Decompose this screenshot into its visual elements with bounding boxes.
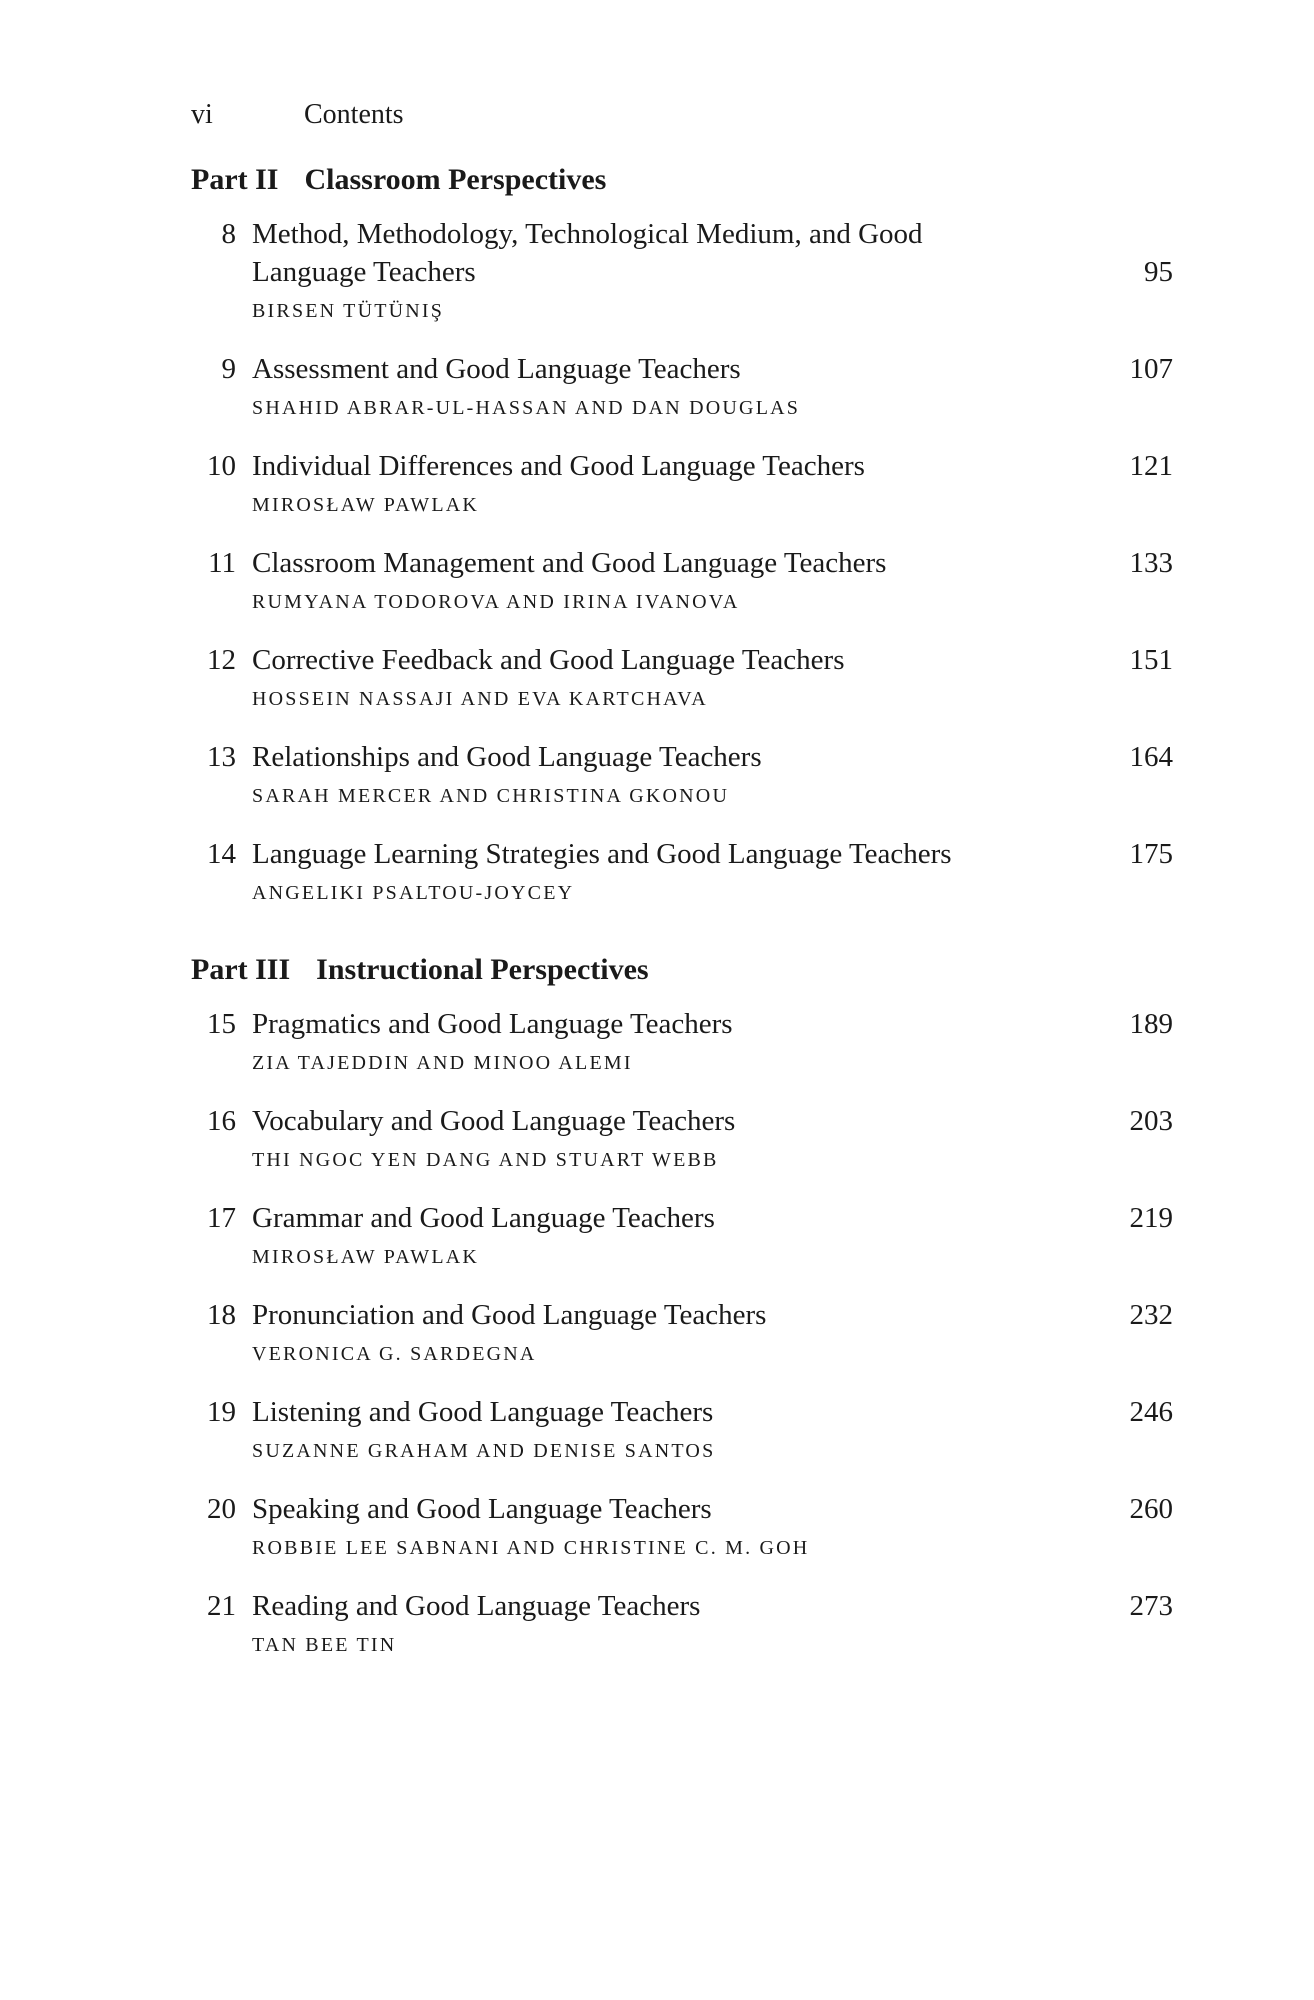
- chapter-authors: THI NGOC YEN DANG AND STUART WEBB: [252, 1149, 719, 1171]
- part-label: Part III: [191, 953, 291, 986]
- chapter-number: 20: [207, 1493, 236, 1525]
- chapter-page-number: 232: [1129, 1299, 1173, 1331]
- chapter-page-number: 95: [1144, 256, 1173, 288]
- chapter-number: 8: [221, 218, 236, 250]
- toc-entry-chapter-16[interactable]: [191, 1102, 1173, 1172]
- running-head-title: Contents: [304, 99, 404, 130]
- chapter-number: 13: [207, 741, 236, 773]
- chapter-number: 10: [207, 450, 236, 482]
- chapter-page-number: 203: [1129, 1105, 1173, 1137]
- part-label: Part II: [191, 163, 279, 196]
- chapter-authors: VERONICA G. SARDEGNA: [252, 1343, 537, 1365]
- chapter-title: Pronunciation and Good Language Teachers: [252, 1299, 767, 1331]
- chapter-authors: ZIA TAJEDDIN AND MINOO ALEMI: [252, 1052, 633, 1074]
- part-title: Classroom Perspectives: [304, 163, 607, 196]
- chapter-title-line-1: Method, Methodology, Technological Medium, and Good: [252, 218, 923, 250]
- chapter-authors: HOSSEIN NASSAJI AND EVA KARTCHAVA: [252, 688, 708, 710]
- chapter-title: Reading and Good Language Teachers: [252, 1590, 701, 1622]
- chapter-title: Corrective Feedback and Good Language Teachers: [252, 644, 845, 676]
- chapter-number: 21: [207, 1590, 236, 1622]
- chapter-title: Grammar and Good Language Teachers: [252, 1202, 715, 1234]
- chapter-authors: SHAHID ABRAR-UL-HASSAN AND DAN DOUGLAS: [252, 397, 801, 419]
- chapter-number: 15: [207, 1008, 236, 1040]
- chapter-authors: MIROSŁAW PAWLAK: [252, 494, 480, 516]
- toc-entry-chapter-17[interactable]: [191, 1199, 1173, 1269]
- chapter-number: 17: [207, 1202, 236, 1234]
- chapter-title: Classroom Management and Good Language Teachers: [252, 547, 887, 579]
- chapter-title: Listening and Good Language Teachers: [252, 1396, 714, 1428]
- chapter-number: 18: [207, 1299, 236, 1331]
- chapter-page-number: 164: [1129, 741, 1173, 773]
- chapter-number: 16: [207, 1105, 236, 1137]
- chapter-authors: TAN BEE TIN: [252, 1634, 397, 1656]
- toc-entry-chapter-11[interactable]: [191, 544, 1173, 614]
- page-folio: vi: [191, 99, 213, 130]
- chapter-number: 9: [221, 353, 236, 385]
- toc-entry-chapter-8[interactable]: [191, 215, 1173, 323]
- toc-part-3: [191, 950, 1173, 1684]
- chapter-number: 14: [207, 838, 236, 870]
- chapter-authors: RUMYANA TODOROVA AND IRINA IVANOVA: [252, 591, 740, 613]
- chapter-page-number: 273: [1129, 1590, 1173, 1622]
- toc-entry-chapter-19[interactable]: [191, 1393, 1173, 1463]
- toc-entry-chapter-14[interactable]: [191, 835, 1173, 905]
- chapter-page-number: 189: [1129, 1008, 1173, 1040]
- chapter-authors: ROBBIE LEE SABNANI AND CHRISTINE C. M. GOH: [252, 1537, 810, 1559]
- chapter-authors: BIRSEN TÜTÜNIŞ: [252, 300, 445, 322]
- chapter-title: Relationships and Good Language Teachers: [252, 741, 762, 773]
- chapter-title: Pragmatics and Good Language Teachers: [252, 1008, 733, 1040]
- chapter-title: Vocabulary and Good Language Teachers: [252, 1105, 736, 1137]
- chapter-page-number: 219: [1129, 1202, 1173, 1234]
- chapter-title: Assessment and Good Language Teachers: [252, 353, 741, 385]
- chapter-authors: SARAH MERCER AND CHRISTINA GKONOU: [252, 785, 730, 807]
- toc-entry-chapter-20[interactable]: [191, 1490, 1173, 1560]
- chapter-page-number: 246: [1129, 1396, 1173, 1428]
- part-heading: [191, 160, 1173, 200]
- toc-entry-chapter-9[interactable]: [191, 350, 1173, 420]
- toc-entry-chapter-10[interactable]: [191, 447, 1173, 517]
- toc-entry-chapter-12[interactable]: [191, 641, 1173, 711]
- part-heading: [191, 950, 1173, 990]
- chapter-authors: ANGELIKI PSALTOU-JOYCEY: [252, 882, 575, 904]
- toc-entry-chapter-15[interactable]: [191, 1005, 1173, 1075]
- chapter-number: 12: [207, 644, 236, 676]
- chapter-page-number: 133: [1129, 547, 1173, 579]
- chapter-page-number: 121: [1129, 450, 1173, 482]
- chapter-authors: MIROSŁAW PAWLAK: [252, 1246, 480, 1268]
- toc-entry-chapter-21[interactable]: [191, 1587, 1173, 1657]
- chapter-authors: SUZANNE GRAHAM AND DENISE SANTOS: [252, 1440, 716, 1462]
- chapter-title: Language Learning Strategies and Good Language Teachers: [252, 838, 952, 870]
- chapter-number: 11: [208, 547, 236, 579]
- chapter-title-line-2: Language Teachers: [252, 256, 476, 288]
- toc-part-2: [191, 160, 1173, 932]
- chapter-page-number: 107: [1129, 353, 1173, 385]
- chapter-title: Speaking and Good Language Teachers: [252, 1493, 712, 1525]
- chapter-number: 19: [207, 1396, 236, 1428]
- running-head: [191, 99, 404, 131]
- toc-entry-chapter-13[interactable]: [191, 738, 1173, 808]
- chapter-page-number: 260: [1129, 1493, 1173, 1525]
- toc-entry-chapter-18[interactable]: [191, 1296, 1173, 1366]
- chapter-page-number: 151: [1129, 644, 1173, 676]
- part-title: Instructional Perspectives: [316, 953, 649, 986]
- chapter-page-number: 175: [1129, 838, 1173, 870]
- chapter-title: Individual Differences and Good Language Teachers: [252, 450, 865, 482]
